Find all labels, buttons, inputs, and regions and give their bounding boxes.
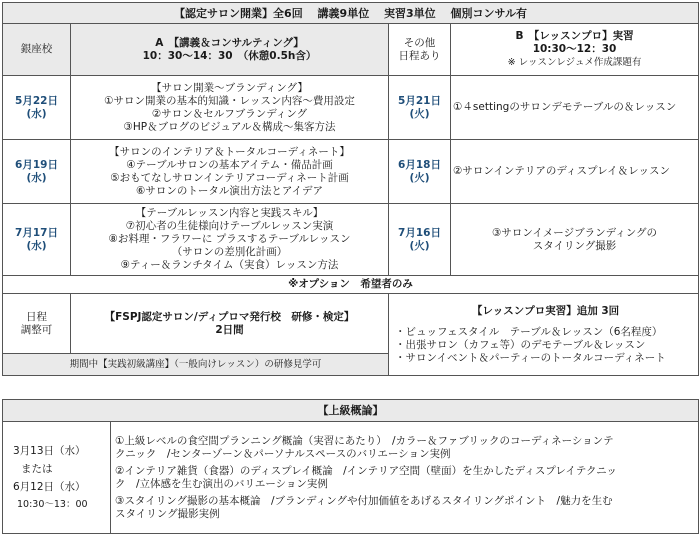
- location-label: 銀座校: [3, 24, 71, 76]
- list-item: ①上級レベルの食空間プランニング概論（実習にあたり） /カラー＆ファブリックのコーディネーションテ クニック /センターゾーン＆パーソナルスペースのバリエーション実例: [115, 434, 614, 460]
- lecture-content: 【サロン開業〜ブランディング】 ①サロン開業の基本的知識・レッスン内容〜費用設定 ②サロン＆セルフブランディング ③HP＆ブログのビジュアル＆構成〜集客方法: [71, 76, 389, 140]
- advanced-dates: 3月13日（水） または 6月12日（水） 10:30〜13：00: [3, 422, 111, 534]
- date-b: 7月16日 (火): [389, 204, 451, 276]
- lecture-time: 10：30〜14：30 （休憩0.5h含）: [142, 49, 317, 62]
- certification-cell: 【FSPJ認定サロン/ディプロマ発行校 研修・検定】 2日間: [71, 294, 389, 354]
- lesson-header: [451, 24, 699, 76]
- lesson-content: ①４settingのサロンデモテーブルの＆レッスン: [451, 76, 699, 140]
- date-a: 7月17日 (水): [3, 204, 71, 276]
- extra-lesson-cell: [389, 294, 699, 376]
- advanced-title: 【上級概論】: [3, 400, 699, 422]
- list-item: ③スタイリング撮影の基本概論 /ブランディングや付加価値をあげるスタイリングポイント /魅力を生む スタイリング撮影実例: [115, 494, 613, 520]
- date-b: 5月21日 (火): [389, 76, 451, 140]
- extra-lesson-title: 【レッスンプロ実習】追加 3回: [471, 304, 620, 317]
- date-b: 6月18日 (火): [389, 140, 451, 204]
- date-a: 6月19日 (水): [3, 140, 71, 204]
- list-item: ・ビュッフェスタイル テーブル＆レッスン（6名程度）: [395, 325, 663, 338]
- table-row: [3, 76, 699, 140]
- date-a: 5月22日 (水): [3, 76, 71, 140]
- observation-note: 期間中【実践初級講座】（一般向けレッスン）の研修見学可: [3, 354, 389, 376]
- lecture-content: 【テーブルレッスン内容と実践スキル】 ⑦初心者の生徒様向けテーブルレッスン実演 ⑧お料理・フラワーに プラスするテーブルレッスン （サロンの差別化計画） ⑨ティー＆ランチタイム（実食）レッスン方法: [71, 204, 389, 276]
- lesson-note: ※ レッスンレジュメ作成課題有: [507, 57, 642, 68]
- course-schedule-table: [2, 2, 699, 376]
- advanced-content: [111, 422, 699, 534]
- lesson-title: B 【レッスンプロ】実習: [515, 30, 634, 42]
- other-schedule-label: その他 日程あり: [389, 24, 451, 76]
- list-item: ・サロンイベント＆パーティーのトータルコーディネート: [395, 351, 666, 364]
- lecture-title: A 【講義＆コンサルティング】: [155, 36, 304, 49]
- list-item: ②インテリア雑貨（食器）のディスプレイ概論 /インテリア空間（壁面）を生かしたディスプレイテクニッ ク /立体感を生む演出のバリエーション実例: [115, 464, 617, 490]
- advanced-course-table: [2, 399, 699, 534]
- lesson-content: ②サロンインテリアのディスプレイ＆レッスン: [451, 140, 699, 204]
- lesson-content: ③サロンイメージブランディングの スタイリング撮影: [451, 204, 699, 276]
- list-item: ・出張サロン（カフェ等）のデモテーブル＆レッスン: [395, 338, 646, 351]
- lecture-content: 【サロンのインテリア＆トータルコーディネート】 ④テーブルサロンの基本アイテム・備品計画 ⑤おもてなしサロンインテリアコーディネート計画 ⑥サロンのトータル演出方法とアイデア: [71, 140, 389, 204]
- course-title: 【認定サロン開業】全6回 講義9単位 実習3単位 個別コンサル有: [3, 3, 699, 24]
- option-heading: ※オプション 希望者のみ: [3, 276, 699, 294]
- option-schedule: 日程 調整可: [3, 294, 71, 354]
- table-row: [3, 140, 699, 204]
- lecture-header: [71, 24, 389, 76]
- lesson-time: 10:30〜12：30: [532, 43, 617, 55]
- table-row: [3, 204, 699, 276]
